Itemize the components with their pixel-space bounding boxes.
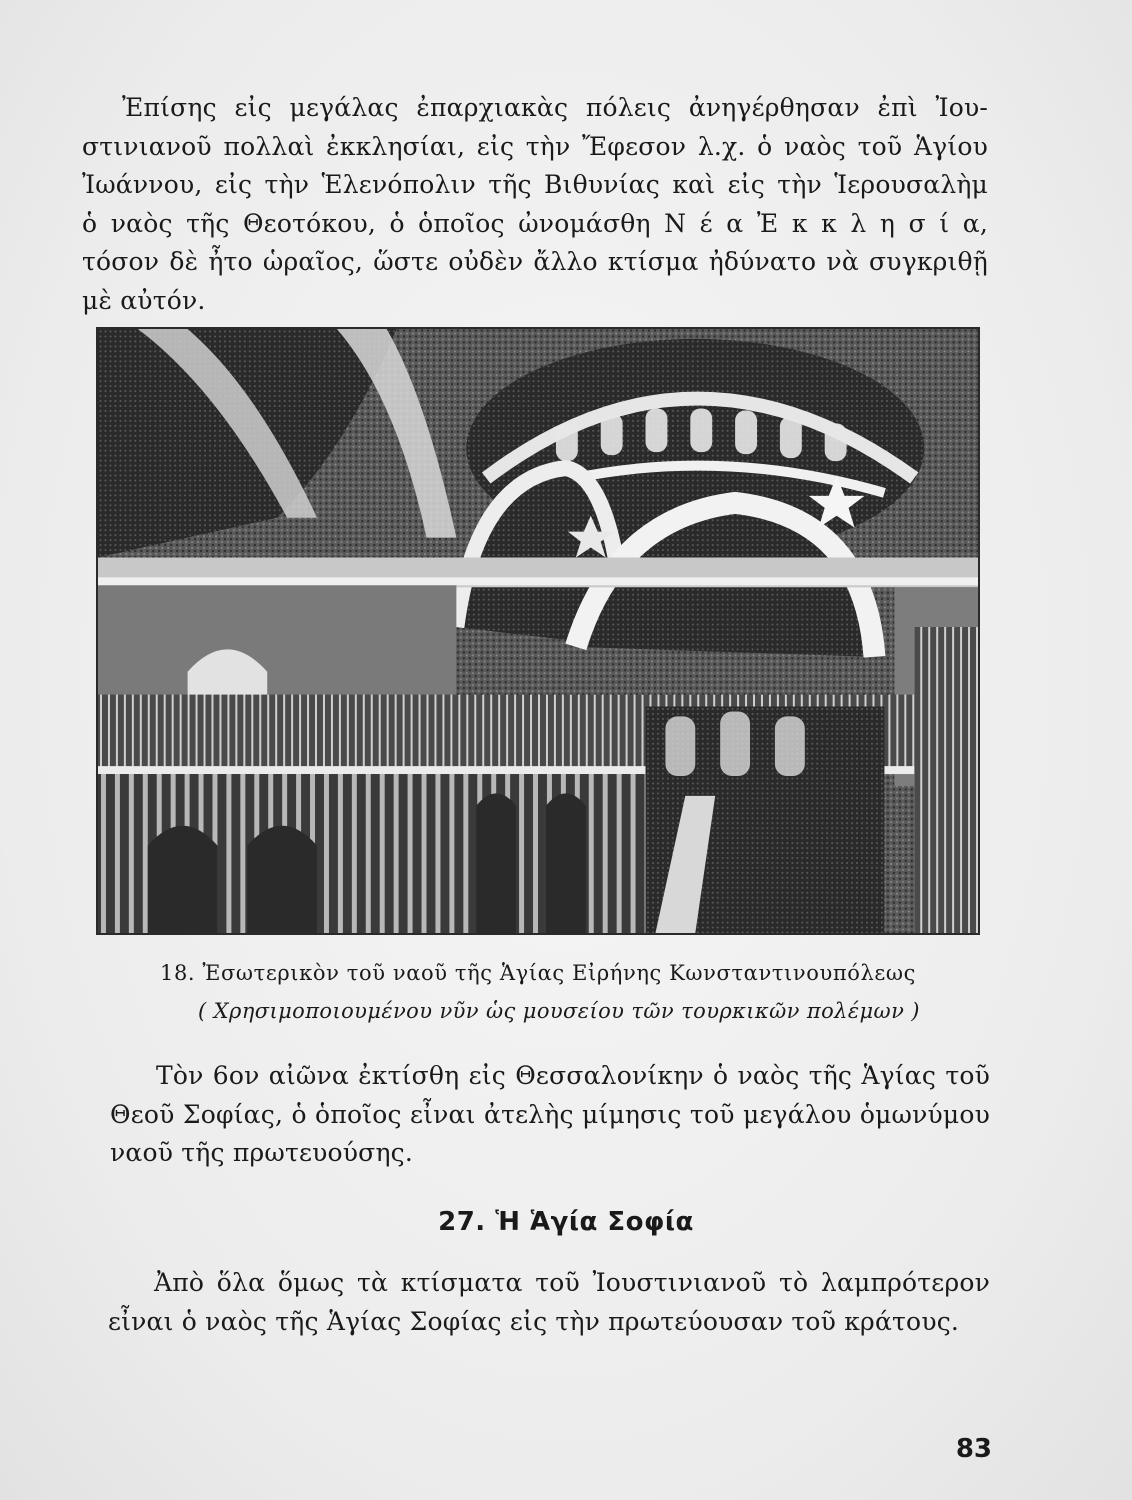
paragraph-thessaloniki [110, 1057, 990, 1173]
paragraph-hagia-sophia [108, 1264, 990, 1341]
church-interior-illustration [98, 329, 978, 933]
text-line: Θεοῦ Σοφίας, ὁ ὁποῖος εἶναι ἀτελὴς μίμησις τοῦ μεγάλου ὁμωνύμου [110, 1099, 990, 1129]
text-line: Ἰωάννου, εἰς τὴν Ἑλενόπολιν τῆς Βιθυνίας καὶ εἰς τὴν Ἱερουσαλὴμ [82, 170, 988, 199]
text-line: μὲ αὐτόν. [82, 285, 206, 315]
text-line: ὁ ναὸς τῆς Θεοτόκου, ὁ ὁποῖος ὠνομάσθη Ν έ α Ἐ κ κ λ η σ ί α, [82, 208, 988, 238]
paragraph-justinian-churches [82, 89, 988, 320]
section-heading: 27. Ἡ Ἁγία Σοφία [438, 1207, 694, 1237]
church-interior-photo [96, 327, 980, 935]
text-line: στινιανοῦ πολλαὶ ἐκκλησίαι, εἰς τὴν Ἔφεσον λ.χ. ὁ ναὸς τοῦ Ἁγίου [82, 131, 988, 161]
text-line: τόσον δὲ ἦτο ὡραῖος, ὥστε οὐδὲν ἄλλο κτίσμα ἠδύνατο νὰ συγκριθῇ [82, 247, 988, 276]
text-line: ναοῦ τῆς πρωτευούσης. [110, 1138, 413, 1167]
text-line: Ἐπίσης εἰς μεγάλας ἐπαρχιακὰς πόλεις ἀνηγέρθησαν ἐπὶ Ἰου- [122, 93, 988, 122]
text-line: Ἀπὸ ὅλα ὅμως τὰ κτίσματα τοῦ Ἰουστινιανοῦ τὸ λαμπρότερον [154, 1268, 990, 1297]
figure-caption: 18. Ἐσωτερικὸν τοῦ ναοῦ τῆς Ἁγίας Εἰρήνης Κωνσταντινουπόλεως [160, 961, 916, 985]
figure-subcaption: ( Χρησιμοποιουμένου νῦν ὡς μουσείου τῶν τουρκικῶν πολέμων ) [198, 999, 920, 1023]
page-number: 83 [955, 1434, 992, 1464]
text-line: εἶναι ὁ ναὸς τῆς Ἁγίας Σοφίας εἰς τὴν πρωτεύουσαν τοῦ κράτους. [108, 1306, 960, 1336]
text-line: Τὸν 6ον αἰῶνα ἐκτίσθη εἰς Θεσσαλονίκην ὁ ναὸς τῆς Ἁγίας τοῦ [156, 1061, 990, 1090]
